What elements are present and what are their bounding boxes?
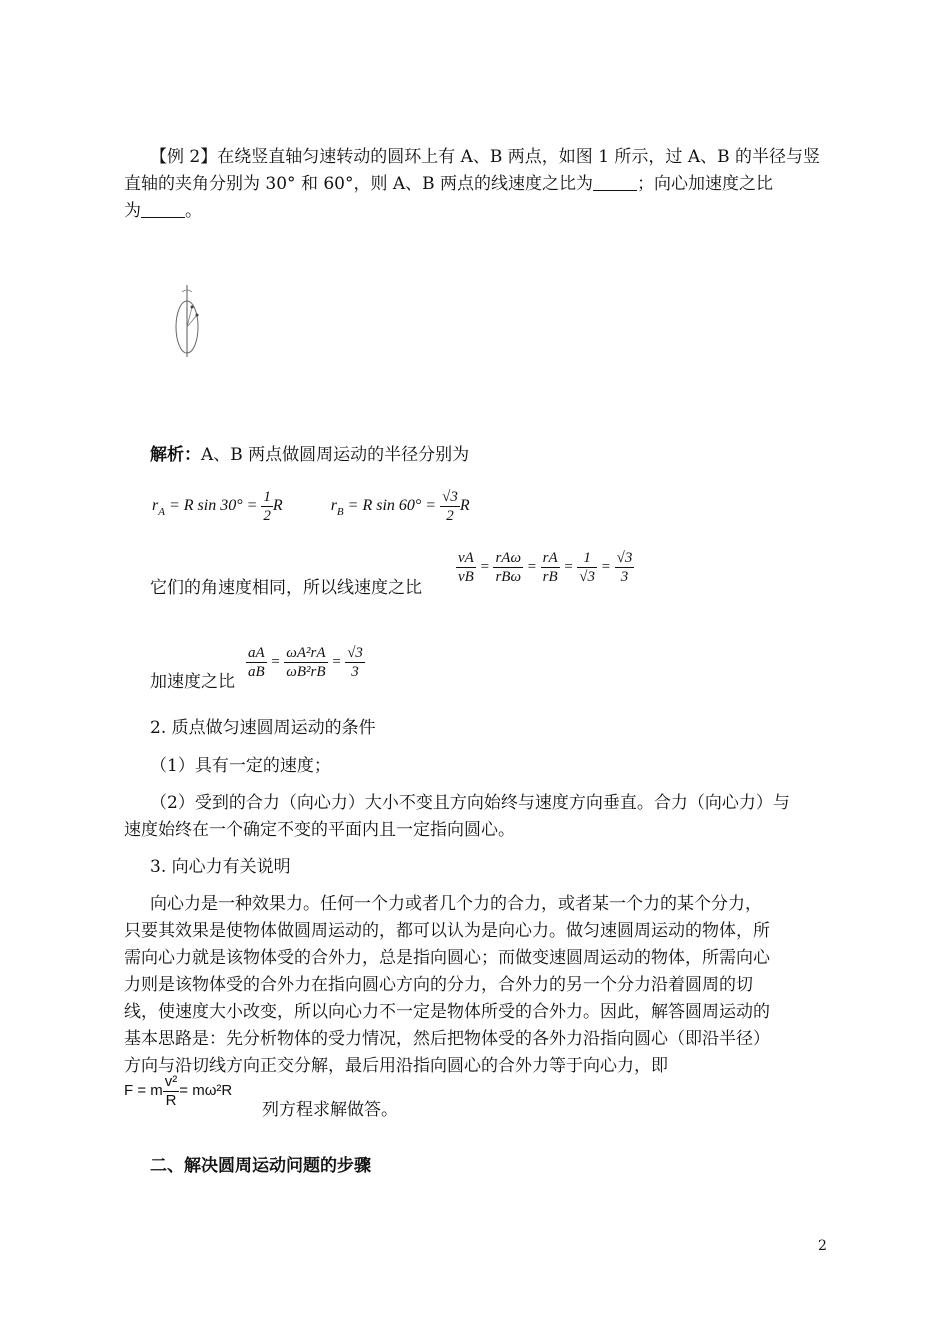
ring-figure <box>168 285 208 360</box>
heading-steps: 二、解决圆周运动问题的步骤 <box>150 1156 371 1176</box>
section-3-p4: 力则是该物体受的合外力在指向圆心方向的分力，合外力的另一个分力沿着圆周的切 <box>124 975 753 995</box>
section-3-p1: 向心力是一种效果力。任何一个力或者几个力的合力，或者某一个力的某个分力， <box>150 894 762 914</box>
example-line-3: 为 。 <box>124 201 202 221</box>
example-line-1 <box>150 147 820 167</box>
velocity-ratio-line: 它们的角速度相同，所以线速度之比 <box>150 578 422 598</box>
section-2-title: 2. 质点做匀速圆周运动的条件 <box>150 718 376 738</box>
radius-formulas: $r_A = R$ sin 30° = $\frac{1}{2}$ R $r_B = R$ sin 60° = $\frac{√3}{2}$ R <box>152 489 470 524</box>
example-line-2: 直轴的夹角分别为 30° 和 60°，则 A、B 两点的线速度之比为 ；向心加速度之比 <box>124 174 774 194</box>
section-3-p2: 只要其效果是使物体做圆周运动的，都可以认为是向心力。做匀速圆周运动的物体，所 <box>124 921 770 941</box>
velocity-ratio-formula: $\frac{vA}{vB}$ = $\frac{\text{rAω}}{\text{rBω}}$ = $\frac{rA}{rB}$ = $\frac{1}{√3}$ = $\frac{√3}{3}$ <box>458 550 633 586</box>
section-3-p5: 线，使速度大小改变，所以向心力不一定是物体所受的合外力。因此，解答圆周运动的 <box>124 1002 770 1022</box>
section-3-p7: 方向与沿切线方向正交分解，最后用沿指向圆心的合外力等于向心力，即 <box>124 1056 668 1076</box>
answer-blank-2[interactable] <box>141 201 185 218</box>
analysis-label: 解析： <box>150 445 201 465</box>
accel-ratio-line: 加速度之比 <box>150 672 235 692</box>
example-text-1: 在绕竖直轴匀速转动的圆环上有 A、B 两点，如图 1 所示，过 A、B 的半径与竖 <box>217 147 821 167</box>
section-3-p3: 需向心力就是该物体受的合外力，总是指向圆心；而做变速圆周运动的物体，所需向心 <box>124 948 770 968</box>
accel-ratio-formula: $\frac{aA}{aB}$ = $\frac{\text{ωA²rA}}{\text{ωB²rB}}$ = $\frac{√3}{3}$ <box>248 645 363 681</box>
page-number: 2 <box>818 1238 827 1254</box>
analysis-line: 解析：A、B 两点做圆周运动的半径分别为 <box>150 445 470 465</box>
section-3-p8: 列方程求解做答。 <box>262 1100 398 1120</box>
force-formula: F = m $\frac{\text{v²}}{R}$ = mω²R <box>124 1072 233 1109</box>
example-label: 【例 2】 <box>150 147 218 167</box>
answer-blank-1[interactable] <box>593 174 637 191</box>
section-2-item-2-line-1: （2）受到的合力（向心力）大小不变且方向始终与速度方向垂直。合力（向心力）与 <box>150 793 790 813</box>
section-2-item-1: （1）具有一定的速度； <box>150 756 331 776</box>
section-2-item-2-line-2: 速度始终在一个确定不变的平面内且一定指向圆心。 <box>124 820 515 840</box>
section-3-p6: 基本思路是：先分析物体的受力情况，然后把物体受的各外力沿指向圆心（即沿半径） <box>124 1029 770 1049</box>
section-3-title: 3. 向心力有关说明 <box>150 857 291 877</box>
